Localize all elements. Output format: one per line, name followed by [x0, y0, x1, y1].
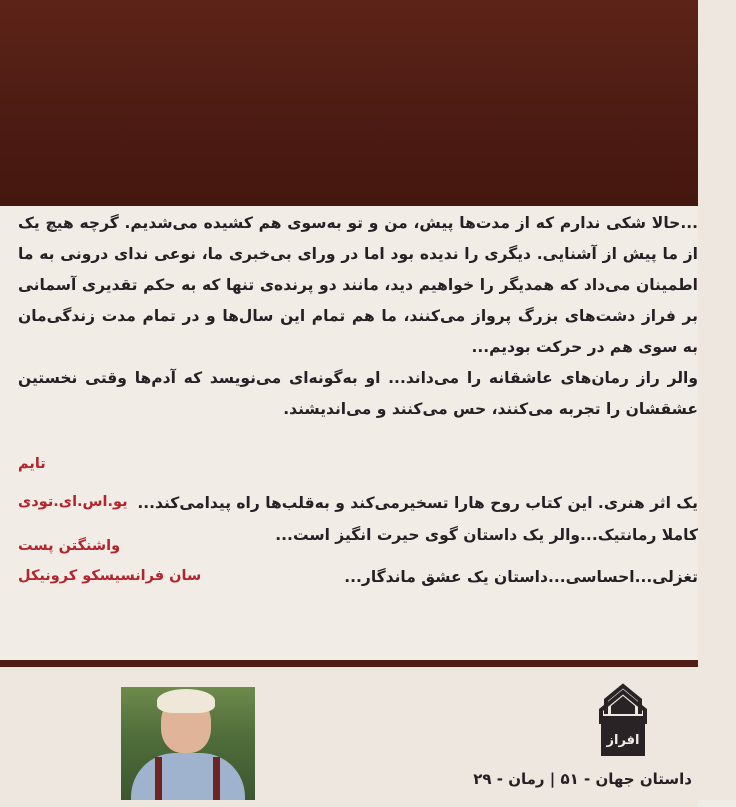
back-cover-excerpt [18, 208, 698, 425]
publisher-logo-icon [596, 676, 650, 764]
quote-source: سان فرانسیسکو کرونیکل [18, 568, 202, 584]
quote-sf-chronicle [18, 568, 698, 594]
quote-washington-post [18, 526, 698, 552]
quote-source-time [18, 456, 698, 482]
excerpt-paragraph-2: والر راز رمان‌های عاشقانه را می‌داند... او به‌گونه‌ای می‌نویسد که آدم‌ها وقتی نخستین عشقشان را تجربه می‌کنند، حس می‌کنند و می‌اندیشند. [18, 369, 698, 418]
series-info: داستان جهان - ۵۱ | رمان - ۲۹ [473, 770, 692, 788]
quote-usa-today [18, 494, 698, 520]
quote-text: تغزلی...احساسی...داستان یک عشق ماندگار... [344, 568, 698, 586]
quote-source: یو.اس.ای.تودی [18, 494, 128, 510]
cover-top-band [0, 0, 698, 206]
quote-text: کاملا رمانتیک...والر یک داستان گوی حیرت انگیز است... [275, 526, 698, 544]
publisher-logo-text: افراز [606, 733, 640, 748]
quote-text: یک اثر هنری. این کتاب روح هارا تسخیرمی‌کند و به‌قلب‌ها راه پیدامی‌کند... [137, 494, 698, 512]
excerpt-paragraph-1: ...حالا شکی ندارم که از مدت‌ها پیش، من و تو به‌سوی هم کشیده می‌شدیم. گرچه هیچ یک از ما پیش از آشنایی. دیگری را ندیده بود اما در ورای بی‌خبری ما، نوعی ندای درونی به ما اطمینان می‌داد که همدیگر را خواهیم دید، مانند دو پرنده‌ی تنها که به حکم تقدیری آسمانی بر فراز دشت‌های بزرگ پرواز می‌کنند، ما هم تمام این سال‌ها و در تمام مدت زندگی‌مان به سوی هم در حرکت بودیم... [18, 214, 698, 356]
quote-source: تایم [18, 456, 46, 472]
quote-source: واشنگتن پست [18, 538, 121, 554]
cover-edge-strip [698, 0, 736, 800]
